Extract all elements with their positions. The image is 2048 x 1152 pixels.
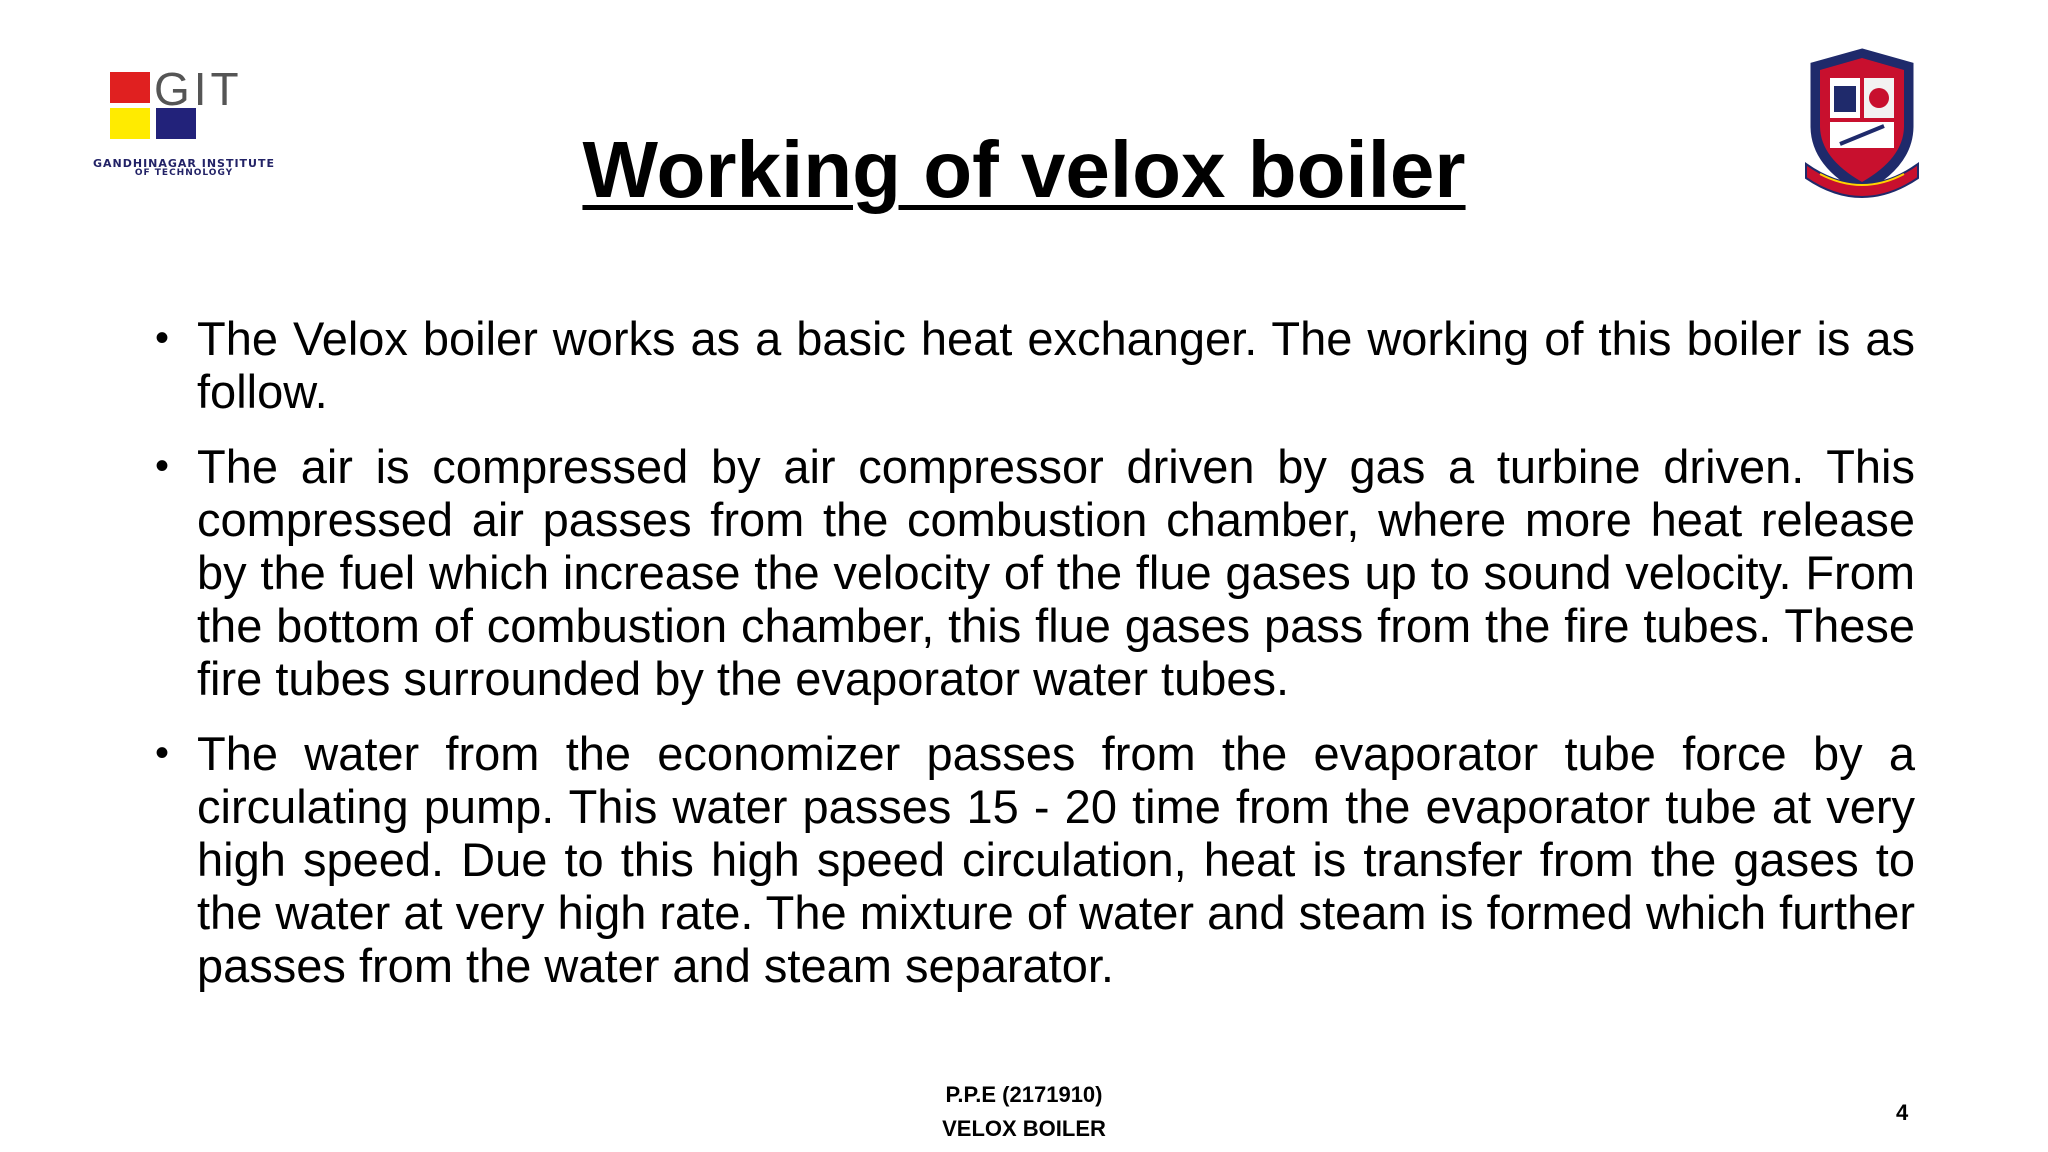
bullet-dot-icon: • bbox=[155, 316, 170, 360]
page-number: 4 bbox=[1896, 1100, 1909, 1125]
bullet-item bbox=[155, 312, 1915, 418]
slide-title-text: Working of velox boiler bbox=[582, 125, 1466, 214]
footer-course-code: P.P.E (2171910) bbox=[945, 1082, 1103, 1107]
logo-letters: GIT bbox=[154, 63, 243, 115]
bullet-dot-icon: • bbox=[155, 444, 170, 488]
bullet-dot-icon: • bbox=[155, 731, 170, 775]
bullet-text: The water from the economizer passes from the evaporator tube force by a circulating pump. This water passes 15 - 20 time from the evaporator tube at very high speed. Due to this high speed circulation, heat is transfer from the gases to the water at very high rate. The mixture of water and steam is formed which further passes from the water and steam separator. bbox=[197, 727, 1916, 992]
bullet-list bbox=[155, 312, 1915, 1014]
bullet-item bbox=[155, 727, 1915, 992]
logo-institute-line1: GANDHINAGAR INSTITUTE bbox=[92, 157, 275, 170]
bullet-text: The air is compressed by air compressor driven by gas a turbine driven. This compressed air passes from the combustion chamber, where more heat release by the fuel which increase the velocity of the flue gases up to sound velocity. From the bottom of combustion chamber, this flue gases pass from the fire tubes. These fire tubes surrounded by the evaporator water tubes. bbox=[197, 440, 1915, 705]
bullet-item bbox=[155, 440, 1915, 705]
bullet-text: The Velox boiler works as a basic heat exchanger. The working of this boiler is as follow. bbox=[197, 312, 1915, 418]
footer-topic: VELOX BOILER bbox=[942, 1116, 1106, 1141]
logo-red-square bbox=[110, 72, 150, 103]
logo-institute-line2: OF TECHNOLOGY bbox=[134, 168, 234, 178]
footer bbox=[0, 1078, 2048, 1146]
slide-title bbox=[0, 122, 2048, 218]
